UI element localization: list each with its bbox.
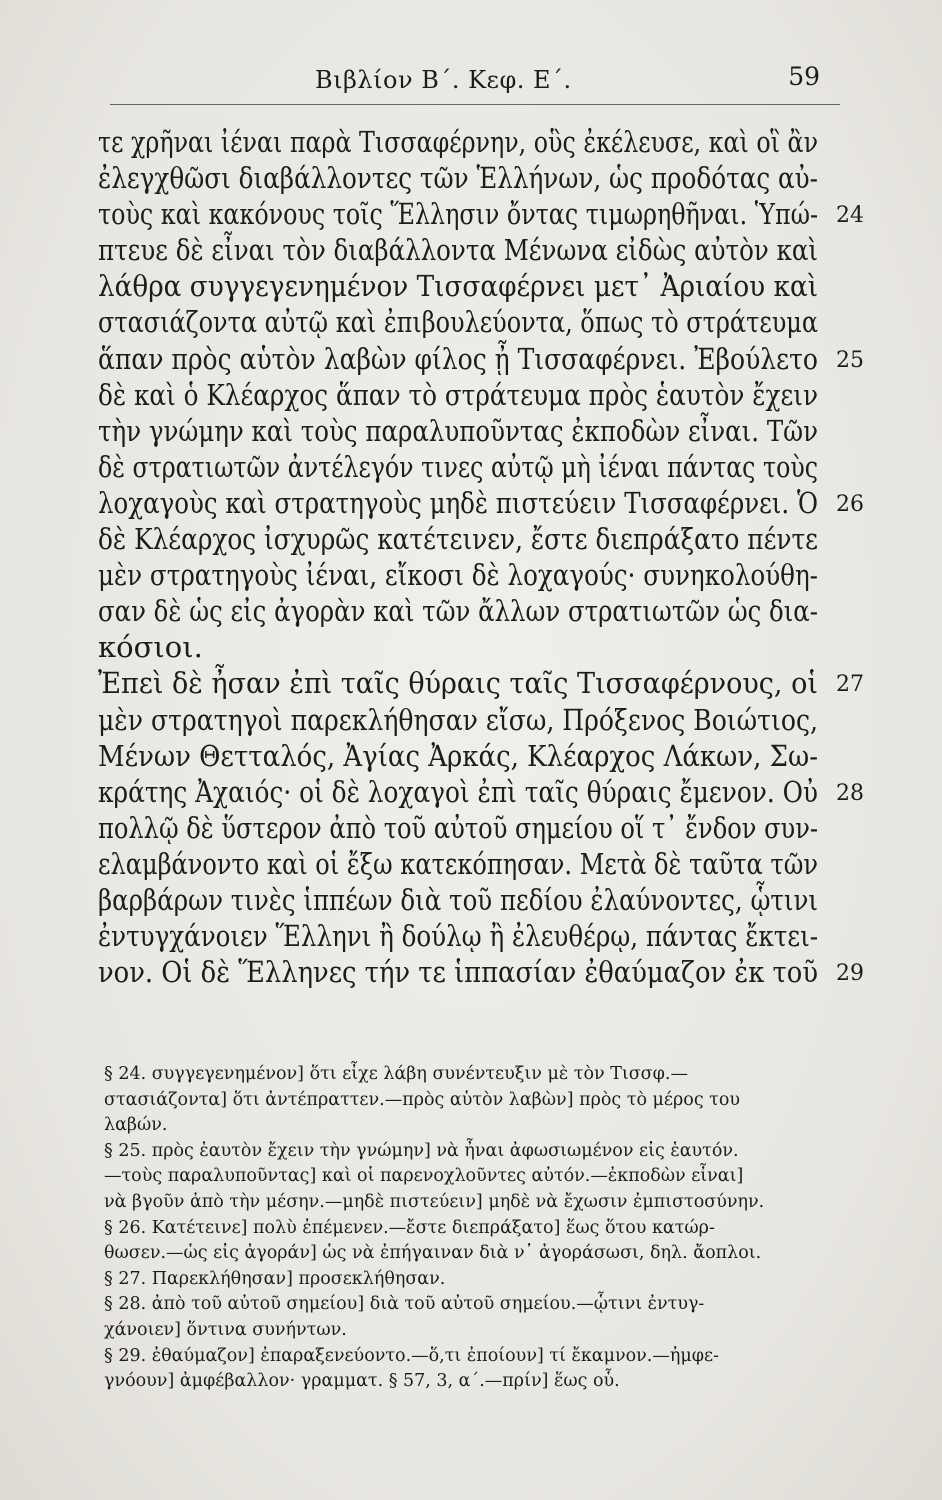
text-line xyxy=(98,918,868,954)
text-line xyxy=(98,377,868,413)
footnote-line: § 24. συγγεγενημένον] ὅτι εἶχε λάβη συνέντευξιν μὲ τὸν Τισσφ.— xyxy=(104,1064,688,1084)
main-text xyxy=(98,124,868,990)
text-line-content: δὲ Κλέαρχος ἰσχυρῶς κατέτεινεν, ἔστε διεπράξατο πέντε xyxy=(98,522,818,557)
text-line xyxy=(98,341,868,377)
text-line xyxy=(98,629,868,665)
text-line-content: Μένων Θετταλός, Ἀγίας Ἀρκάς, Κλέαρχος Λάκων, Σω- xyxy=(98,738,818,773)
text-line-content: λοχαγοὺς καὶ στρατηγοὺς μηδὲ πιστεύειν Τισσαφέρνει. Ὁ xyxy=(98,485,818,520)
footnote-line: § 28. ἀπὸ τοῦ αὐτοῦ σημείου] διὰ τοῦ αὐτοῦ σημείου.—ᾧτινι ἐντυγ- xyxy=(104,1294,705,1315)
text-line-content: μὲν στρατηγοὶ παρεκλήθησαν εἴσω, Πρόξενος Βοιώτιος, xyxy=(98,702,818,737)
header-title: Βιβλίον Β΄. Κεφ. Ε΄. xyxy=(315,66,572,94)
text-line-content: κόσιοι. xyxy=(98,630,203,665)
footnote-line: χάνοιεν] ὅντινα συνήντων. xyxy=(104,1319,347,1340)
footnote-line: θωσεν.—ὡς εἰς ἀγοράν] ὡς νὰ ἐπήγαιναν διὰ ν᾽ ἀγοράσωσι, δηλ. ἄοπλοι. xyxy=(104,1243,762,1264)
text-line-content: νον. Οἱ δὲ Ἕλληνες τήν τε ἱππασίαν ἐθαύμαζον ἐκ τοῦ xyxy=(98,955,818,990)
section-number: 24 xyxy=(836,203,864,229)
footnote-line: § 26. Κατέτεινε] πολὺ ἐπέμενεν.—ἔστε διεπράξατο] ἕως ὅτου κατώρ- xyxy=(104,1217,715,1238)
text-line xyxy=(98,485,868,521)
text-line xyxy=(98,810,868,846)
footnote-line: νὰ βγοῦν ἀπὸ τὴν μέσην.—μηδὲ πιστεύειν] μηδὲ νὰ ἔχωσιν ἐμπιστοσύνην. xyxy=(104,1191,765,1212)
footnote-line: § 29. ἐθαύμαζον] ἐπαραξενεύοντο.—ὅ,τι ἐποίουν] τί ἔκαμνον.—ἠμφε- xyxy=(104,1345,719,1366)
text-line xyxy=(98,268,868,304)
text-line xyxy=(98,593,868,629)
text-line xyxy=(98,124,868,160)
text-line-content: ελαμβάνοντο καὶ οἱ ἔξω κατεκόπησαν. Μετὰ δὲ ταῦτα τῶν xyxy=(98,846,818,881)
text-line xyxy=(98,774,868,810)
section-number: 26 xyxy=(836,491,864,517)
text-line-content: τοὺς καὶ κακόνους τοῖς Ἕλλησιν ὄντας τιμωρηθῆναι. Ὑπώ- xyxy=(98,197,818,232)
footnote-line: λαβών. xyxy=(104,1115,168,1136)
text-line xyxy=(98,160,868,196)
text-line-content: λάθρα συγγεγενημένον Τισσαφέρνει μετ᾽ Ἀριαίου καὶ xyxy=(98,269,818,304)
text-line-content: δὲ καὶ ὁ Κλέαρχος ἅπαν τὸ στράτευμα πρὸς ἑαυτὸν ἔχειν xyxy=(98,377,818,412)
text-line-content: σαν δὲ ὡς εἰς ἀγορὰν καὶ τῶν ἄλλων στρατιωτῶν ὡς δια- xyxy=(98,594,818,629)
section-number: 27 xyxy=(836,672,864,698)
text-line-content: στασιάζοντα αὐτῷ καὶ ἐπιβουλεύοντα, ὅπως τὸ στράτευμα xyxy=(98,305,818,340)
text-line-content: κράτης Ἀχαιός· οἱ δὲ λοχαγοὶ ἐπὶ ταῖς θύραις ἔμενον. Οὐ xyxy=(98,774,818,809)
running-header xyxy=(100,62,840,102)
text-line-content: πτευε δὲ εἶναι τὸν διαβάλλοντα Μένωνα εἰδὼς αὐτὸν καὶ xyxy=(98,233,818,268)
section-number: 29 xyxy=(836,961,864,987)
footnote-line: —τοὺς παραλυποῦντας] καὶ οἱ παρενοχλοῦντες αὐτόν.—ἐκποδὼν εἶναι] xyxy=(104,1166,744,1187)
text-line xyxy=(98,413,868,449)
footnote-line: γνόουν] ἀμφέβαλλον· γραμματ. § 57, 3, α΄.—πρίν] ἕως οὗ. xyxy=(104,1371,620,1392)
text-line xyxy=(98,954,868,990)
header-rule xyxy=(110,104,840,105)
section-number: 25 xyxy=(836,347,864,373)
text-line xyxy=(98,232,868,268)
text-line xyxy=(98,738,868,774)
text-line xyxy=(98,665,868,701)
text-line xyxy=(98,449,868,485)
text-line-content: ἐλεγχθῶσι διαβάλλοντες τῶν Ἑλλήνων, ὡς προδότας αὐ- xyxy=(98,161,818,196)
text-line-content: τὴν γνώμην καὶ τοὺς παραλυποῦντας ἐκποδὼν εἶναι. Τῶν xyxy=(98,413,818,448)
text-line xyxy=(98,702,868,738)
footnotes xyxy=(104,1062,864,1395)
text-line-content: βαρβάρων τινὲς ἱππέων διὰ τοῦ πεδίου ἐλαύνοντες, ᾧτινι xyxy=(98,882,818,917)
footnote-line: § 25. πρὸς ἑαυτὸν ἔχειν τὴν γνώμην] νὰ ἦναι ἀφωσιωμένον εἰς ἑαυτόν. xyxy=(104,1140,739,1161)
text-line xyxy=(98,196,868,232)
page-number: 59 xyxy=(788,62,820,91)
text-line-content: δὲ στρατιωτῶν ἀντέλεγόν τινες αὐτῷ μὴ ἰέναι πάντας τοὺς xyxy=(98,449,818,484)
section-number: 28 xyxy=(836,780,864,806)
text-line-content: πολλῷ δὲ ὕστερον ἀπὸ τοῦ αὐτοῦ σημείου οἵ τ᾽ ἔνδον συν- xyxy=(98,810,818,845)
footnote-line: § 27. Παρεκλήθησαν] προσεκλήθησαν. xyxy=(104,1268,446,1289)
footnote-line: στασιάζοντα] ὅτι ἀντέπραττεν.—πρὸς αὑτὸν λαβὼν] πρὸς τὸ μέρος του xyxy=(104,1089,741,1110)
text-line xyxy=(98,557,868,593)
text-line xyxy=(98,521,868,557)
text-line xyxy=(98,846,868,882)
text-line-content: Ἐπεὶ δὲ ἦσαν ἐπὶ ταῖς θύραις ταῖς Τισσαφέρνους, οἱ xyxy=(98,666,818,701)
text-line-content: ἅπαν πρὸς αὑτὸν λαβὼν φίλος ᾖ Τισσαφέρνει. Ἐβούλετο xyxy=(98,341,818,376)
text-line xyxy=(98,882,868,918)
text-line xyxy=(98,304,868,340)
text-line-content: τε χρῆναι ἰέναι παρὰ Τισσαφέρνην, οὓς ἐκέλευσε, καὶ οἳ ἂν xyxy=(98,125,818,159)
text-line-content: μὲν στρατηγοὺς ἰέναι, εἴκοσι δὲ λοχαγούς· συνηκολούθη- xyxy=(98,558,818,593)
text-line-content: ἐντυγχάνοιεν Ἕλληνι ἢ δούλῳ ἢ ἐλευθέρῳ, πάντας ἔκτει- xyxy=(98,919,818,954)
